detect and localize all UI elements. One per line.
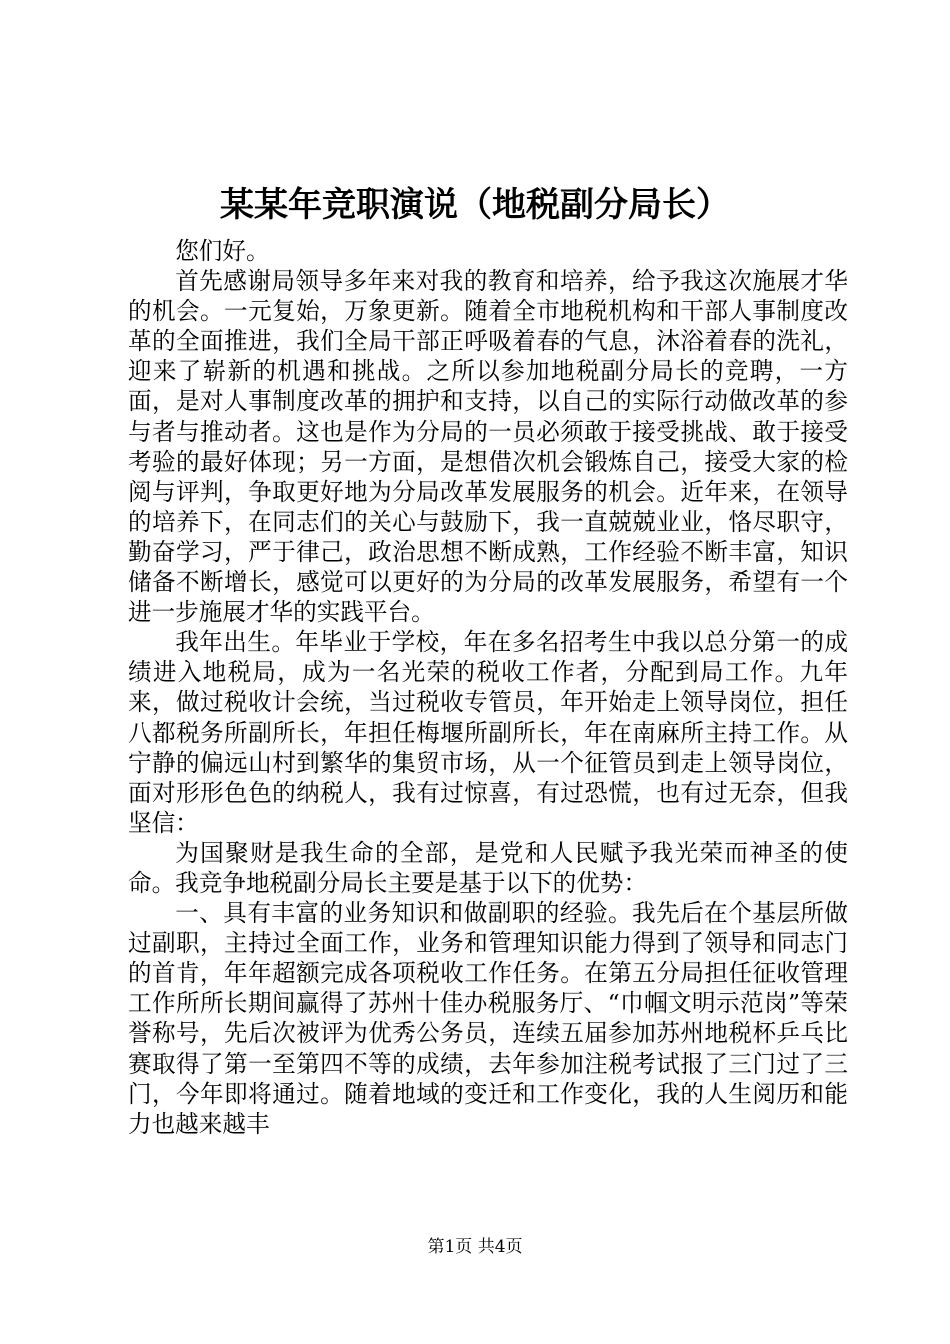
page-indicator: 第1页 共4页 — [427, 1237, 523, 1257]
paragraph-mission: 为国聚财是我生命的全部，是党和人民赋予我光荣而神圣的使命。我竞争地税副分局长主要是基于以下的优势： — [128, 838, 848, 897]
document-title: 某某年竞职演说（地税副分局长） — [220, 185, 730, 225]
paragraph-advantage-one: 一、具有丰富的业务知识和做副职的经验。我先后在个基层所做过副职，主持过全面工作，业务和管理知识能力得到了领导和同志门的首肯，年年超额完成各项税收工作任务。在第五分局担任征收管理工作所所长期间赢得了苏州十佳办税服务厅、“巾帼文明示范岗”等荣誉称号，先后次被评为优秀公务员，连续五届参加苏州地税杯乒乓比赛取得了第一至第四不等的成绩，去年参加注税考试报了三门过了三门，今年即将通过。随着地域的变迁和工作变化，我的人生阅历和能力也越来越丰 — [128, 899, 848, 1138]
paragraph-greeting: 您们好。 — [175, 237, 270, 265]
paragraph-background: 我年出生。年毕业于学校，年在多名招考生中我以总分第一的成绩进入地税局，成为一名光荣的税收工作者，分配到局工作。九年来，做过税收计会统，当过税收专管员，年开始走上领导岗位，担任八都税务所副所长，年担任梅堰所副所长，年在南麻所主持工作。从宁静的偏远山村到繁华的集贸市场，从一个征管员到走上领导岗位，面对形形色色的纳税人，我有过惊喜，有过恐慌，也有过无奈，但我坚信： — [128, 628, 848, 837]
paragraph-motivation: 首先感谢局领导多年来对我的教育和培养，给予我这次施展才华的机会。一元复始，万象更新。随着全市地税机构和干部人事制度改革的全面推进，我们全局干部正呼吸着春的气息，沐浴着春的洗礼，迎来了崭新的机遇和挑战。之所以参加地税副分局长的竞聘，一方面，是对人事制度改革的拥护和支持，以自己的实际行动做改革的参与者与推动者。这也是作为分局的一员必须敢于接受挑战、敢于接受考验的最好体现；另一方面，是想借次机会锻炼自己，接受大家的检阅与评判，争取更好地为分局改革发展服务的机会。近年来，在领导的培养下，在同志们的关心与鼓励下，我一直兢兢业业，恪尽职守，勤奋学习，严于律己，政治思想不断成熟，工作经验不断丰富，知识储备不断增长，感觉可以更好的为分局的改革发展服务，希望有一个进一步施展才华的实践平台。 — [128, 267, 848, 627]
document-body — [128, 236, 848, 1139]
page-footer — [0, 1236, 950, 1258]
